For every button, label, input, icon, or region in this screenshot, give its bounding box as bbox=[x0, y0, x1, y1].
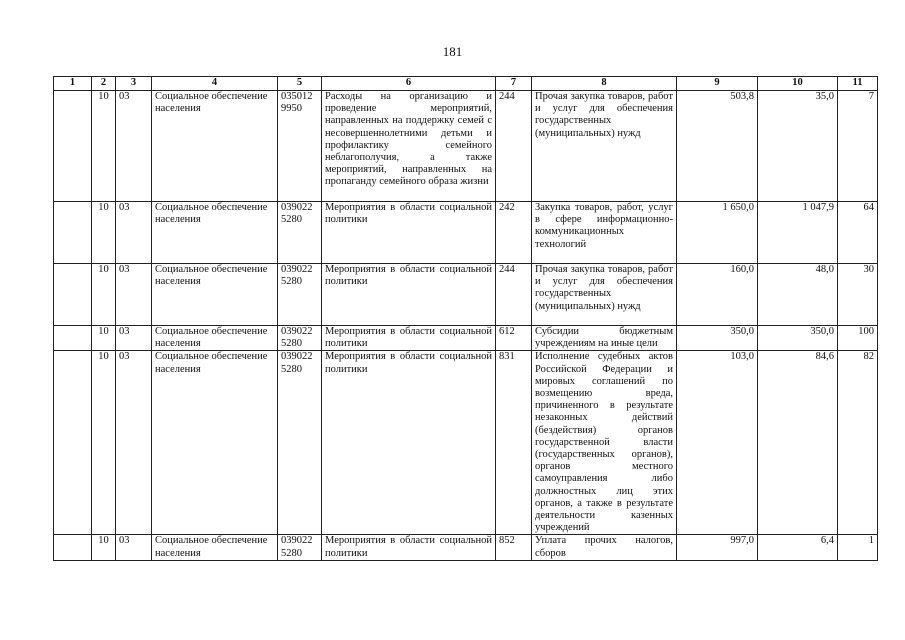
cell-subsection: 03 bbox=[116, 535, 152, 560]
cell-section-name: Социальное обеспечение населения bbox=[152, 351, 278, 535]
cell-section: 10 bbox=[92, 202, 116, 264]
cell-expense-type: 852 bbox=[496, 535, 532, 560]
cell-target-code: 035012 9950 bbox=[278, 91, 322, 202]
col-header-11: 11 bbox=[838, 77, 878, 91]
col-header-6: 6 bbox=[322, 77, 496, 91]
cell-expense-name: Исполнение судебных актов Российской Федерации и мировых соглашений по возмещению вреда, причиненного в результате незаконных действий (бездействия) органов государственной власти (государственных органов), органов местного самоуправления либо должностных лиц этих органов, а также в результате деятельности казенных учреждений bbox=[532, 351, 677, 535]
cell-plan: 503,8 bbox=[677, 91, 758, 202]
cell-subsection: 03 bbox=[116, 202, 152, 264]
cell-target-code: 039022 5280 bbox=[278, 535, 322, 560]
cell-actual: 48,0 bbox=[758, 264, 838, 326]
cell-num bbox=[54, 351, 92, 535]
cell-plan: 160,0 bbox=[677, 264, 758, 326]
cell-section: 10 bbox=[92, 326, 116, 351]
cell-subsection: 03 bbox=[116, 326, 152, 351]
cell-section-name: Социальное обеспечение населения bbox=[152, 202, 278, 264]
cell-num bbox=[54, 202, 92, 264]
cell-num bbox=[54, 264, 92, 326]
table-row bbox=[54, 326, 878, 351]
cell-target-name: Мероприятия в области социальной политики bbox=[322, 202, 496, 264]
cell-expense-type: 242 bbox=[496, 202, 532, 264]
cell-section-name: Социальное обеспечение населения bbox=[152, 91, 278, 202]
table-row bbox=[54, 91, 878, 202]
cell-target-code: 039022 5280 bbox=[278, 351, 322, 535]
col-header-3: 3 bbox=[116, 77, 152, 91]
cell-target-code: 039022 5280 bbox=[278, 264, 322, 326]
col-header-1: 1 bbox=[54, 77, 92, 91]
cell-percent: 82 bbox=[838, 351, 878, 535]
table-row bbox=[54, 264, 878, 326]
cell-target-name: Мероприятия в области социальной политики bbox=[322, 535, 496, 560]
cell-section: 10 bbox=[92, 264, 116, 326]
cell-section: 10 bbox=[92, 351, 116, 535]
table-row bbox=[54, 202, 878, 264]
cell-actual: 6,4 bbox=[758, 535, 838, 560]
cell-expense-name: Закупка товаров, работ, услуг в сфере информационно-коммуникационных технологий bbox=[532, 202, 677, 264]
cell-subsection: 03 bbox=[116, 351, 152, 535]
cell-section: 10 bbox=[92, 535, 116, 560]
col-header-4: 4 bbox=[152, 77, 278, 91]
cell-subsection: 03 bbox=[116, 264, 152, 326]
cell-section-name: Социальное обеспечение населения bbox=[152, 326, 278, 351]
cell-expense-name: Прочая закупка товаров, работ и услуг для обеспечения государственных (муниципальных) нужд bbox=[532, 91, 677, 202]
cell-plan: 350,0 bbox=[677, 326, 758, 351]
cell-percent: 64 bbox=[838, 202, 878, 264]
table-row bbox=[54, 535, 878, 560]
cell-actual: 1 047,9 bbox=[758, 202, 838, 264]
cell-expense-name: Субсидии бюджетным учреждениям на иные цели bbox=[532, 326, 677, 351]
cell-actual: 84,6 bbox=[758, 351, 838, 535]
cell-target-name: Мероприятия в области социальной политики bbox=[322, 326, 496, 351]
cell-target-name: Мероприятия в области социальной политики bbox=[322, 264, 496, 326]
col-header-7: 7 bbox=[496, 77, 532, 91]
cell-target-code: 039022 5280 bbox=[278, 202, 322, 264]
cell-percent: 100 bbox=[838, 326, 878, 351]
budget-table bbox=[53, 76, 878, 561]
cell-expense-name: Уплата прочих налогов, сборов bbox=[532, 535, 677, 560]
cell-target-code: 039022 5280 bbox=[278, 326, 322, 351]
cell-target-name: Расходы на организацию и проведение мероприятий, направленных на поддержку семей с несовершеннолетними детьми и профилактику семейного неблагополучия, а также мероприятий, направленных на пропаганду семейного образа жизни bbox=[322, 91, 496, 202]
col-header-9: 9 bbox=[677, 77, 758, 91]
cell-target-name: Мероприятия в области социальной политики bbox=[322, 351, 496, 535]
cell-subsection: 03 bbox=[116, 91, 152, 202]
cell-plan: 997,0 bbox=[677, 535, 758, 560]
cell-actual: 35,0 bbox=[758, 91, 838, 202]
cell-plan: 1 650,0 bbox=[677, 202, 758, 264]
cell-section: 10 bbox=[92, 91, 116, 202]
page-number: 181 bbox=[442, 44, 463, 59]
cell-expense-type: 244 bbox=[496, 91, 532, 202]
cell-percent: 30 bbox=[838, 264, 878, 326]
cell-percent: 7 bbox=[838, 91, 878, 202]
cell-num bbox=[54, 535, 92, 560]
cell-expense-type: 831 bbox=[496, 351, 532, 535]
cell-plan: 103,0 bbox=[677, 351, 758, 535]
cell-actual: 350,0 bbox=[758, 326, 838, 351]
col-header-2: 2 bbox=[92, 77, 116, 91]
cell-expense-type: 612 bbox=[496, 326, 532, 351]
table-row bbox=[54, 351, 878, 535]
header-row bbox=[54, 77, 878, 91]
cell-expense-name: Прочая закупка товаров, работ и услуг для обеспечения государственных (муниципальных) нужд bbox=[532, 264, 677, 326]
cell-num bbox=[54, 91, 92, 202]
cell-num bbox=[54, 326, 92, 351]
cell-expense-type: 244 bbox=[496, 264, 532, 326]
cell-percent: 1 bbox=[838, 535, 878, 560]
cell-section-name: Социальное обеспечение населения bbox=[152, 535, 278, 560]
col-header-8: 8 bbox=[532, 77, 677, 91]
col-header-10: 10 bbox=[758, 77, 838, 91]
cell-section-name: Социальное обеспечение населения bbox=[152, 264, 278, 326]
col-header-5: 5 bbox=[278, 77, 322, 91]
